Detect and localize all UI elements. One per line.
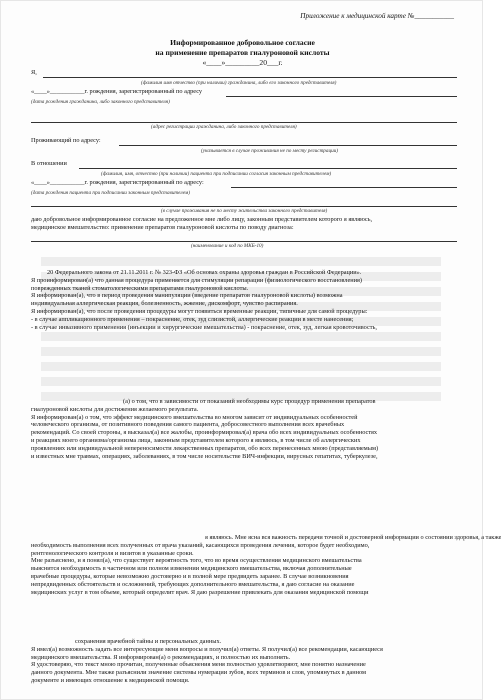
body-line: Я удостоверяю, что текст мною прочитан, полученные объяснения меня полностью удовлетворяют, мне понятно назначение (31, 661, 366, 669)
residing-caption: (указывается в случае проживания не по месту регистрации) (201, 148, 339, 154)
body-line: медицинского вмешательства. Я информирован(а) о рекомендациях, и полностью их выполнять. (31, 653, 291, 661)
body-line: рентгенологического контроля и визитов в указанные сроки. (31, 549, 194, 557)
body-block-4 (31, 638, 457, 685)
body-line: непредвиденных обстоятельств и осложнений, требующих дополнительного вмешательства, я даю согласие на оказание (31, 580, 355, 588)
body-line: данного документа. Мне также разъяснили значение системы нумерации зубов, всех терминов и слов, упомянутых в данном (31, 669, 366, 677)
body-line: 20 Федерального закона от 21.11.2011 г. № 323-ФЗ «Об основах охраны здоровья граждан в Российской Федерации». (47, 269, 362, 276)
body-line: я являюсь. Мне ясна вся важность передачи точной и достоверной информации о состоянии здоровья, а также (205, 534, 501, 541)
patient-name-field[interactable] (79, 168, 457, 169)
relation-label: В отношении (31, 160, 67, 167)
reg-address-field-2[interactable] (31, 122, 457, 123)
appendix-note: Приложение к медицинской карте №___________ (300, 12, 454, 20)
relation-caption: (фамилия, имя, отчество (при наличии) пациента при подписании согласия законным представителем) (101, 171, 332, 177)
body-block-2 (31, 398, 457, 460)
body-line: Я информирован(а) о том, что эффект медицинского вмешательства во многом зависит от индивидуальных особенностей (31, 413, 358, 421)
birth-line-2: «____»___________г. рождения, зарегистрированный по адресу: (31, 179, 204, 186)
body-line: сохранения врачебной тайны и персональных данных. (75, 638, 222, 645)
body-line: необходимость выполнения всех полученных от врача указаний, касающихся проведения лечения, которое будет необходимо, (31, 541, 370, 549)
body-line: Я информирован(а), что после проведения процедуры могут появиться временные реакции, типичные для самой процедуры: (31, 307, 368, 315)
body-line: индивидуальная аллергическая реакция, болезненность, жжение, дискомфорт, чувство распирания. (31, 300, 298, 308)
residing-label: Проживающий по адресу: (31, 137, 101, 144)
body-line: врачебные процедуры, которые невозможно достоверно и в полной мере предвидеть заранее. В случае возникновения (31, 572, 349, 580)
birth-caption: (дата рождения гражданина, либо законного представителя) (31, 99, 170, 105)
body-line: и реакциях моего организма/организма лица, законным представителем которого я являюсь, в том числе об аллергических (31, 436, 361, 444)
residing-field[interactable] (119, 145, 457, 146)
ya-label: Я, (31, 69, 37, 76)
reg-caption: (адрес регистрации гражданина, либо законного представителя) (151, 124, 297, 130)
body-block-3 (31, 534, 501, 596)
body-line: выяснится необходимость в частичном или полном изменении медицинского вмешательства, включая дополнительные (31, 565, 352, 573)
body-line: (а) о том, что в зависимости от показаний необходимы курс процедур применения препаратов (123, 398, 376, 405)
body-line: Мне разъяснено, и я понял(а), что существует вероятность того, что во время осуществления медицинского вмешательства (31, 557, 362, 565)
body-line: - в случае инвазивного применения (инъекции и хирургические вмешательства) - покраснение, отек, зуд, легкая кровоточивость, (31, 323, 377, 331)
body-line: Я имел(а) возможность задать все интересующие меня вопросы и получил(а) ответы. Я получил(а) все рекомендации, касающиеся (31, 645, 383, 653)
consent-line-2: медицинское вмешательство: применение препаратов гиалуроновой кислоты по поводу диагноза: (31, 224, 294, 231)
diagnosis-caption: (наименование и код по МКБ-10) (191, 243, 264, 249)
body-line: и известных мне травмах, операциях, заболеваниях, в том числе носительстве ВИЧ-инфекции, вирусных гепатитах, туберкулезе, (31, 452, 378, 460)
consent-line-1: даю добровольное информированное согласие на предложенное мне либо лицу, законным представителем которого я являюсь, (31, 216, 373, 223)
body-line: гиалуроновой кислоты для достижения желаемого результата. (31, 405, 199, 413)
document-subtitle: на применение препаратов гиалуроновой кислоты (155, 48, 330, 57)
patient-address-field[interactable] (231, 187, 457, 188)
body-line: документе и имеющих отношение к медицинской помощи. (31, 676, 190, 684)
body-line: - в случае аппликационного применения – покраснение, отек, зуд слизистой, аллергические реакции в месте нанесения; (31, 315, 354, 323)
patient-res-caption: (в случае проживания не по месту жительства законного представителя) (161, 208, 328, 214)
birth-line: «____»___________г. рождения, зарегистрированный по адресу (31, 88, 203, 95)
fio-field[interactable] (43, 77, 457, 78)
fio-caption: (фамилия имя отчество (при наличии) гражданина, либо его законного представителя) (141, 80, 337, 86)
document-title: Информированное добровольное согласие (170, 38, 315, 47)
body-line: медицинских услуг в том объеме, который определит врач. Я даю разрешение привлекать для оказания медицинской помощи (31, 588, 369, 596)
patient-address-field-2[interactable] (31, 206, 457, 207)
body-line: Я информирован(а), что в период проведения манипуляции (введение препаратов гиалуроновой кислоты) возможна (31, 292, 343, 300)
body-line: проявлениях или индивидуальной непереносимости лекарственных препаратов, обо всех перенесенных мною (представляемым) (31, 444, 379, 452)
birth-caption-2: (дата рождения пациента при подписании законным представителем) (31, 190, 190, 196)
body-line: поврежденных тканей стоматологическими препаратами гиалуроновой кислоты. (31, 284, 249, 292)
body-line: рекомендаций. Со своей стороны, я высказал(а) все жалобы, проинформировал(а) врача обо всех индивидуальных особенностях (31, 429, 378, 437)
reg-address-field[interactable] (226, 96, 457, 97)
body-block-1 (31, 269, 457, 331)
body-line: человеческого организма, от позитивного поведения самого пациента, добросовестного выполнения всех врачебных (31, 421, 345, 429)
diagnosis-field[interactable] (31, 241, 457, 242)
body-line: Я проинформирован(а) что данная процедура применяется для стимуляции репарации (физиологического восстановления) (31, 276, 362, 284)
document-date: «____»_________20___г. (202, 58, 283, 67)
